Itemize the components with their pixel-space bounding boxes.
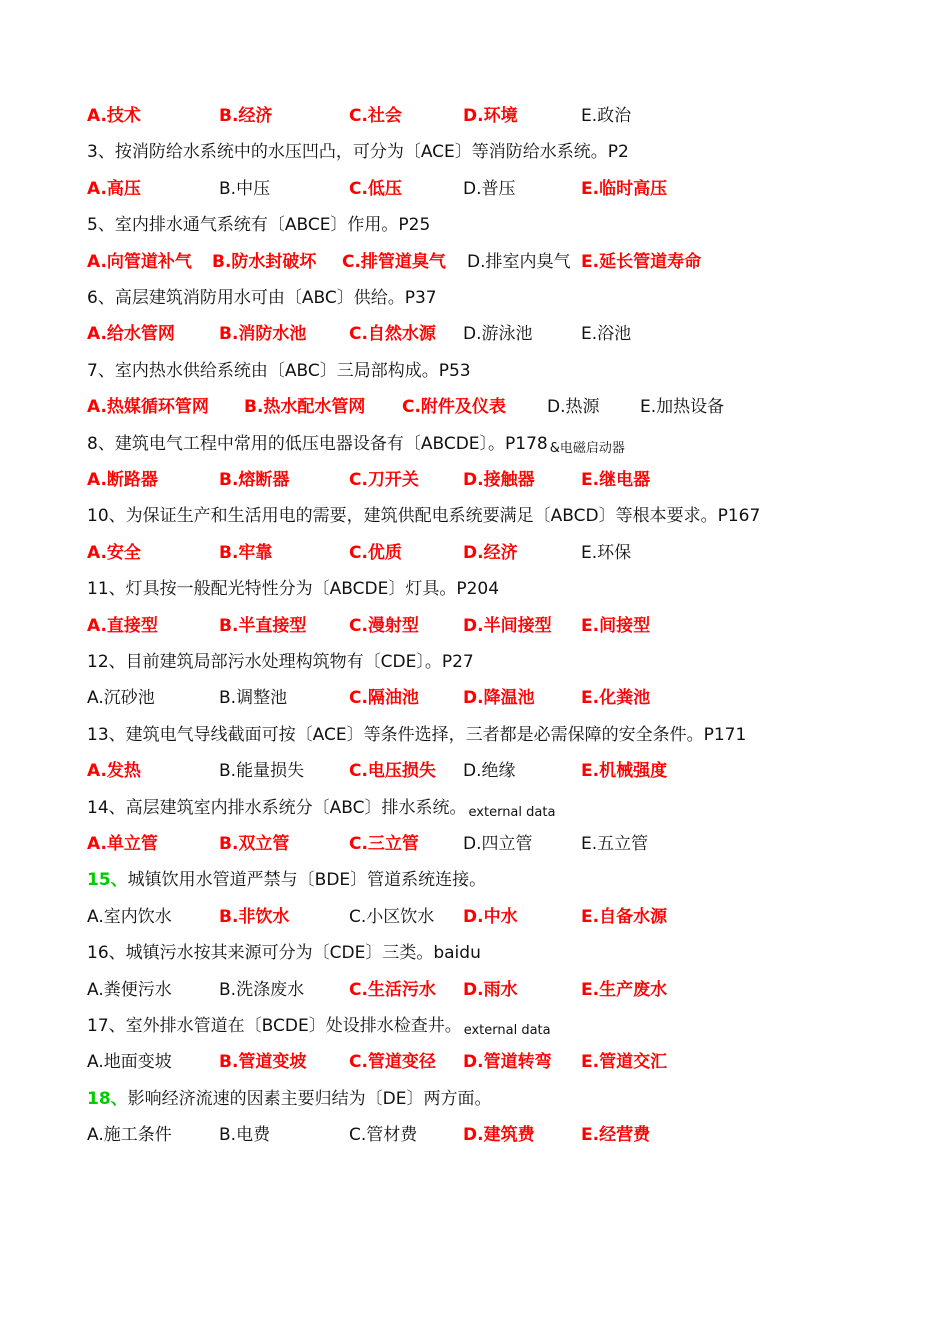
question-text: 影响经济流速的因素主要归结为〔DE〕两方面。 [127, 1089, 492, 1109]
option: B.能量损失 [219, 761, 305, 781]
correct-option: E.延长管道寿命 [581, 252, 702, 272]
option: E.政治 [581, 106, 632, 126]
question-number: 17、 [87, 1016, 126, 1036]
correct-option: D.降温池 [463, 688, 535, 708]
question-text: 目前建筑局部污水处理构筑物有〔CDE〕。P27 [125, 652, 474, 672]
correct-option: E.机械强度 [581, 761, 668, 781]
correct-option: D.管道转弯 [463, 1052, 552, 1072]
correct-option: B.管道变坡 [219, 1052, 307, 1072]
correct-option: C.排管道臭气 [342, 252, 446, 272]
option: E.环保 [581, 543, 632, 563]
margin-note: &电磁启动器 [549, 441, 625, 456]
correct-option: D.建筑费 [463, 1125, 535, 1145]
correct-option: E.经营费 [581, 1125, 651, 1145]
question-number: 14、 [87, 798, 126, 818]
question-text: 建筑电气导线截面可按〔ACE〕等条件选择，三者都是必需保障的安全条件。P171 [125, 725, 747, 745]
question-number: 16、 [87, 943, 126, 963]
option: B.洗涤废水 [219, 980, 305, 1000]
option: A.施工条件 [87, 1125, 172, 1145]
correct-option: B.非饮水 [219, 907, 290, 927]
correct-option: B.热水配水管网 [244, 397, 366, 417]
correct-option: E.间接型 [581, 616, 651, 636]
correct-option: A.单立管 [87, 834, 158, 854]
margin-note: external data [463, 1023, 551, 1038]
question-number: 11、 [87, 579, 126, 599]
correct-option: D.经济 [463, 543, 518, 563]
question-text: 高层建筑消防用水可由〔ABC〕供给。P37 [114, 288, 437, 308]
question-text: 城镇饮用水管道严禁与〔BDE〕管道系统连接。 [127, 870, 487, 890]
question-number: 10、 [87, 506, 126, 526]
question-number: 15、 [87, 870, 128, 890]
option: E.五立管 [581, 834, 649, 854]
option: B.中压 [219, 179, 271, 199]
correct-option: D.接触器 [463, 470, 535, 490]
correct-option: A.热媒循环管网 [87, 397, 209, 417]
question-text: 按消防给水系统中的水压凹凸，可分为〔ACE〕等消防给水系统。P2 [114, 142, 629, 162]
option: D.热源 [547, 397, 600, 417]
correct-option: A.发热 [87, 761, 141, 781]
correct-option: D.环境 [463, 106, 518, 126]
question-text: 室内热水供给系统由〔ABC〕三局部构成。P53 [114, 361, 471, 381]
correct-option: E.化粪池 [581, 688, 651, 708]
correct-option: B.双立管 [219, 834, 290, 854]
margin-note: external data [468, 805, 556, 820]
option: E.加热设备 [640, 397, 725, 417]
option: C.小区饮水 [349, 907, 435, 927]
correct-option: C.漫射型 [349, 616, 419, 636]
correct-option: B.熔断器 [219, 470, 290, 490]
correct-option: D.中水 [463, 907, 518, 927]
option: D.绝缘 [463, 761, 516, 781]
correct-option: E.继电器 [581, 470, 651, 490]
correct-option: B.经济 [219, 106, 273, 126]
question-number: 7、 [87, 361, 115, 381]
option: D.排室内臭气 [467, 252, 571, 272]
correct-option: C.三立管 [349, 834, 419, 854]
correct-option: E.临时高压 [581, 179, 668, 199]
correct-option: A.直接型 [87, 616, 158, 636]
option: E.浴池 [581, 324, 632, 344]
correct-option: B.牢靠 [219, 543, 273, 563]
correct-option: A.断路器 [87, 470, 158, 490]
correct-option: A.技术 [87, 106, 141, 126]
correct-option: C.管道变径 [349, 1052, 436, 1072]
question-number: 13、 [87, 725, 126, 745]
question-number: 6、 [87, 288, 115, 308]
option: A.粪便污水 [87, 980, 172, 1000]
correct-option: C.自然水源 [349, 324, 436, 344]
correct-option: A.向管道补气 [87, 252, 192, 272]
correct-option: E.生产废水 [581, 980, 668, 1000]
option: A.地面变坡 [87, 1052, 172, 1072]
question-text: 城镇污水按其来源可分为〔CDE〕三类。baidu [125, 943, 481, 963]
correct-option: A.安全 [87, 543, 141, 563]
correct-option: B.半直接型 [219, 616, 307, 636]
question-number: 12、 [87, 652, 126, 672]
option: B.电费 [219, 1125, 271, 1145]
correct-option: C.社会 [349, 106, 402, 126]
correct-option: C.低压 [349, 179, 402, 199]
question-text: 为保证生产和生活用电的需要，建筑供配电系统要满足〔ABCD〕等根本要求。P167 [125, 506, 761, 526]
option: A.沉砂池 [87, 688, 155, 708]
correct-option: A.给水管网 [87, 324, 175, 344]
correct-option: E.管道交汇 [581, 1052, 668, 1072]
question-text: 室外排水管道在〔BCDE〕处设排水检查井。 [125, 1016, 462, 1036]
question-text: 室内排水通气系统有〔ABCE〕作用。P25 [114, 215, 431, 235]
correct-option: E.自备水源 [581, 907, 668, 927]
question-number: 3、 [87, 142, 115, 162]
option: A.室内饮水 [87, 907, 172, 927]
question-text: 高层建筑室内排水系统分〔ABC〕排水系统。 [125, 798, 467, 818]
correct-option: B.防水封破坏 [212, 252, 317, 272]
correct-option: C.刀开关 [349, 470, 419, 490]
correct-option: D.雨水 [463, 980, 518, 1000]
option: D.四立管 [463, 834, 533, 854]
question-number: 18、 [87, 1089, 128, 1109]
question-number: 8、 [87, 434, 115, 454]
correct-option: C.隔油池 [349, 688, 419, 708]
correct-option: D.半间接型 [463, 616, 552, 636]
correct-option: B.消防水池 [219, 324, 307, 344]
option: D.普压 [463, 179, 516, 199]
correct-option: C.生活污水 [349, 980, 436, 1000]
option: C.管材费 [349, 1125, 418, 1145]
option: D.游泳池 [463, 324, 533, 344]
question-number: 5、 [87, 215, 115, 235]
correct-option: C.优质 [349, 543, 402, 563]
option: B.调整池 [219, 688, 288, 708]
question-text: 建筑电气工程中常用的低压电器设备有〔ABCDE〕。P178 [114, 434, 548, 454]
correct-option: C.附件及仪表 [402, 397, 506, 417]
correct-option: C.电压损失 [349, 761, 436, 781]
correct-option: A.高压 [87, 179, 141, 199]
question-text: 灯具按一般配光特性分为〔ABCDE〕灯具。P204 [125, 579, 500, 599]
